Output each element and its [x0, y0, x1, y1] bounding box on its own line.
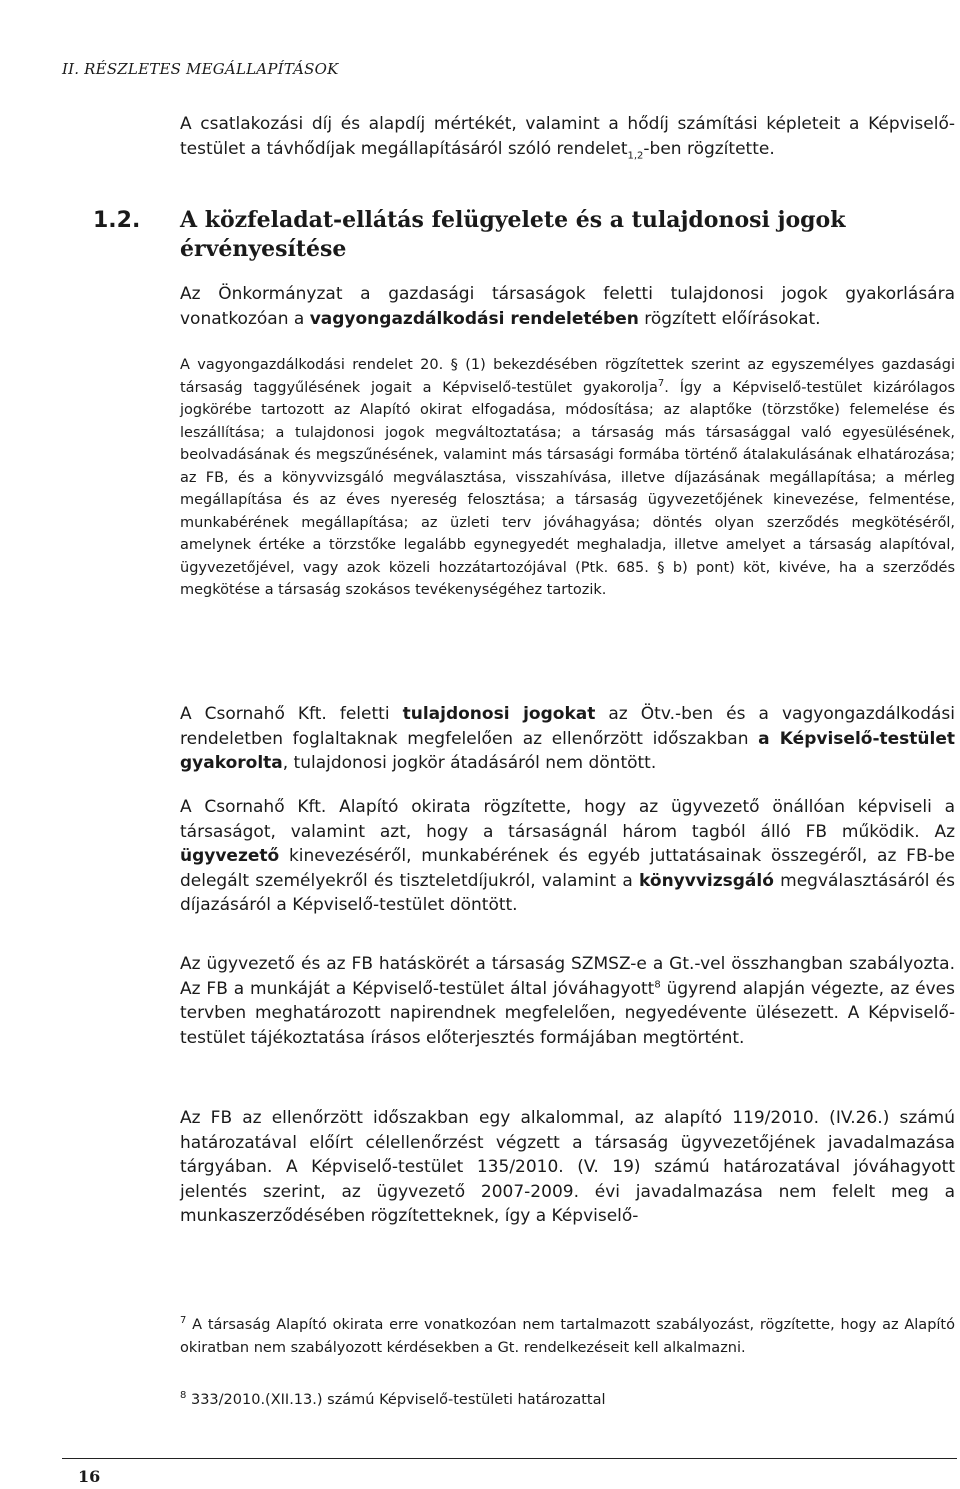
footnote-ref-7[interactable]: 7	[657, 377, 665, 389]
p2-text-a: A Csornahő Kft. feletti	[180, 704, 403, 724]
intro-text: A csatlakozási díj és alapdíj mértékét, valamint a hődíj számítási képleteit a Képviselő-testület a távhődíjak megállapításáról szóló rendelet	[180, 114, 955, 159]
p1-bold: vagyongazdálkodási rendeletében	[309, 308, 639, 329]
quote-paragraph	[180, 354, 955, 602]
p2-bold-1: tulajdonosi jogokat	[402, 704, 596, 724]
p4-text-a: Az ügyvezető és az FB hatáskörét a társaság SZMSZ-e a Gt.-vel összhangban szabályozta. Az FB a munkáját a Képviselő-testület által jóváhagyott	[180, 954, 955, 999]
p1-text-a: Az Önkormányzat a gazdasági társaságok feletti tulajdonosi jogok gyakorlására vonatkozóan a	[180, 284, 955, 329]
intro-subscript: 1,2	[627, 149, 644, 161]
p3-bold-1: ügyvezető	[180, 846, 280, 866]
footer-rule	[62, 1458, 957, 1459]
footnote-8-text: 333/2010.(XII.13.) számú Képviselő-testületi határozattal	[186, 1392, 606, 1408]
p5-text: Az FB az ellenőrzött időszakban egy alkalommal, az alapító 119/2010. (IV.26.) számú határozatával előírt célellenőrzést végzett a társaság ügyvezetőjének javadalmazása tárgyában. A Képviselő-testület 135/2010. (V. 19) számú határozatával jóváhagyott jelentés szerint, az ügyvezető 2007-2009. évi javadalmazása nem felelt meg a munkaszerződésében rögzítetteknek, így a Képviselő-	[180, 1108, 955, 1226]
running-header: II. RÉSZLETES MEGÁLLAPÍTÁSOK	[62, 60, 339, 78]
footnote-7-text: A társaság Alapító okirata erre vonatkozóan nem tartalmazott szabályozást, rögzítette, hogy az Alapító okiratban nem szabályozott kérdésekben a Gt. rendelkezéseit kell alkalmazni.	[180, 1317, 955, 1356]
p2-bold-2: a Képviselő-testület gyakorolta	[180, 728, 955, 773]
section-title: A közfeladat-ellátás felügyelete és a tulajdonosi jogok érvényesítése	[180, 207, 846, 262]
p3-text-b: kinevezéséről, munkabérének és egyéb juttatásainak összegéről, az FB-be delegált személyekről és tiszteletdíjukról, valamint a	[180, 846, 955, 891]
intro-paragraph	[180, 112, 955, 161]
paragraph-3	[180, 795, 955, 918]
p2-text-c: , tulajdonosi jogkör átadásáról nem döntött.	[282, 753, 657, 773]
quote-text-a: A vagyongazdálkodási rendelet 20. § (1) bekezdésében rögzítettek szerint az egyszemélyes gazdasági társaság taggyűlésének jogait a Képviselő-testület gyakorolja	[180, 357, 955, 396]
paragraph-4	[180, 952, 955, 1050]
p2-text-b: az Ötv.-ben és a vagyongazdálkodási rendeletben foglaltaknak megfelelően az ellenőrzött időszakban	[180, 704, 955, 749]
paragraph-2	[180, 702, 955, 776]
paragraph-5	[180, 1106, 955, 1229]
p4-text-b: ügyrend alapján végezte, az éves tervben meghatározott napirendnek megfelelően, negyedévente ülésezett. A Képviselő-testület tájékoztatása írásos előterjesztés formájában megtörtént.	[180, 978, 955, 1048]
footnote-7	[180, 1314, 955, 1359]
intro-text-end: -ben rögzítette.	[643, 138, 775, 159]
footnote-8-number: 8	[180, 1390, 187, 1402]
footnote-ref-8[interactable]: 8	[654, 978, 661, 990]
paragraph-1	[180, 282, 955, 331]
page-number: 16	[78, 1467, 101, 1486]
p1-text-b: rögzített előírásokat.	[638, 308, 821, 329]
p3-text-a: A Csornahő Kft. Alapító okirata rögzítette, hogy az ügyvezető önállóan képviseli a társaságot, valamint azt, hogy a társaságnál három tagból álló FB működik. Az	[180, 797, 955, 842]
section-number: 1.2.	[93, 208, 141, 233]
footnote-7-number: 7	[180, 1315, 187, 1327]
p3-bold-2: könyvvizsgáló	[639, 870, 774, 891]
quote-text-b: . Így a Képviselő-testület kizárólagos jogkörébe tartozott az Alapító okirat elfogadása, módosítása; az alaptőke (törzstőke) felemelése és leszállítása; a tulajdonosi jogok megváltoztatása; a társaság más társasággal való egyesülésének, beolvadásának és megszűnésének, valamint más társasági formába történő átalakulásának elhatározása; az FB, és a könyvvizsgáló megválasztása, visszahívása, illetve díjazásának megállapítása; a mérleg megállapítása és az éves nyereség felosztása; a társaság ügyvezetőjének kinevezése, felmentése, munkabérének megállapítása; az üzleti terv jóváhagyása; döntés olyan szerződés megkötéséről, amelynek értéke a törzstőke legalább egynegyedét meghaladja, illetve amelyet a társaság alapítóval, ügyvezetőjével, vagy azok közeli hozzátartozójával (Ptk. 685. § b) pont) köt, kivéve, ha a szerződés megkötése a társaság szokásos tevékenységéhez tartozik.	[180, 379, 955, 598]
p3-text-c: megválasztásáról és díjazásáról a Képviselő-testület döntött.	[180, 870, 955, 915]
footnote-8	[180, 1389, 955, 1412]
